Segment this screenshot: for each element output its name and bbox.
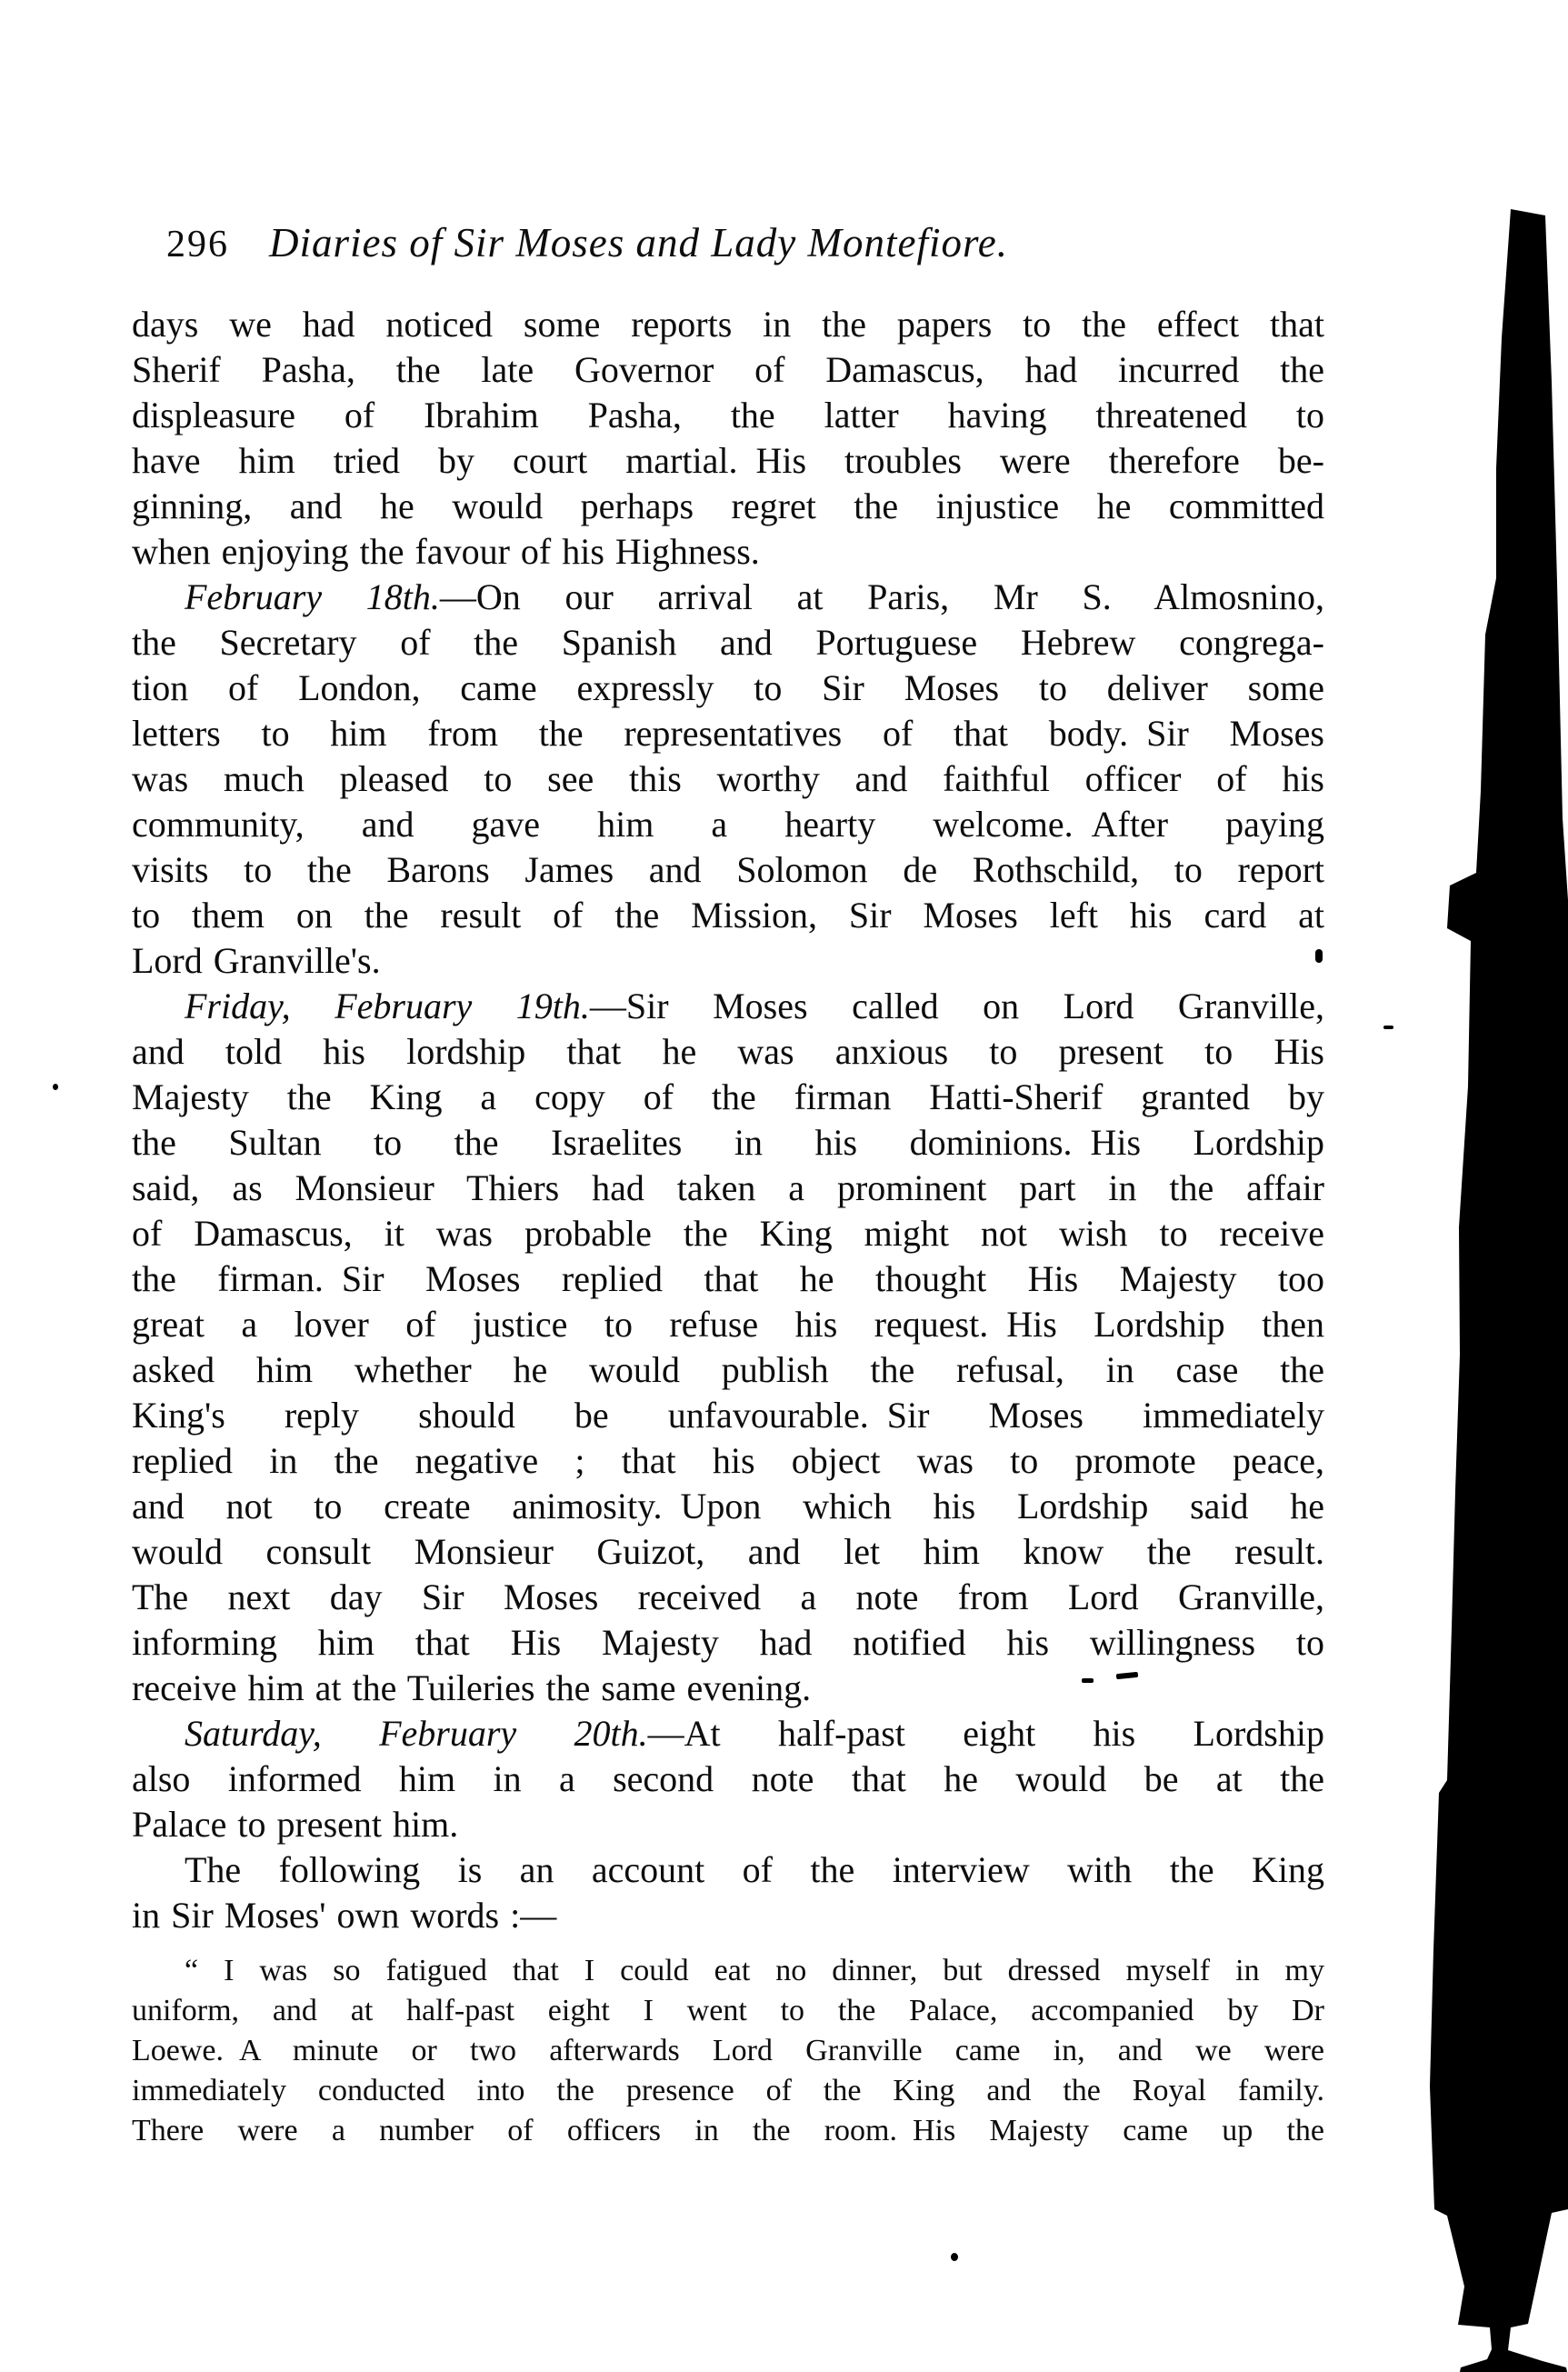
text-line: was much pleased to see this worthy and faithful officer of his <box>132 758 1324 799</box>
text-line: in Sir Moses' own words :— <box>132 1895 557 1936</box>
text-line: to them on the result of the Mission, Sir Moses left his card at <box>132 895 1324 936</box>
text-line: would consult Monsieur Guizot, and let him know the result. <box>132 1531 1324 1572</box>
text-line: February 18th.—On our arrival at Paris, Mr S. Almosnino, <box>185 576 1325 617</box>
text-line: King's reply should be unfavourable. Sir Moses immediately <box>132 1395 1324 1436</box>
text-line: receive him at the Tuileries the same evening. <box>132 1667 812 1708</box>
text-line: Lord Granville's. <box>132 940 381 981</box>
text-line: and not to create animosity. Upon which his Lordship said he <box>132 1486 1324 1526</box>
text-line: letters to him from the representatives of that body. Sir Moses <box>132 713 1324 754</box>
page-header <box>166 219 1330 268</box>
text-line: of Damascus, it was probable the King might not wish to receive <box>132 1213 1324 1254</box>
text-line: said, as Monsieur Thiers had taken a prominent part in the affair <box>132 1167 1324 1208</box>
text-line: and told his lordship that he was anxious to present to His <box>132 1031 1324 1072</box>
scan-speck <box>1082 1678 1094 1683</box>
paragraph <box>132 1951 1324 2151</box>
text-line: days we had noticed some reports in the papers to the effect that <box>132 304 1324 345</box>
text-line: Majesty the King a copy of the firman Hatti-Sherif granted by <box>132 1076 1324 1117</box>
scan-speck <box>1315 949 1323 963</box>
text-line: Sherif Pasha, the late Governor of Damascus, had incurred the <box>132 349 1324 390</box>
text-line: tion of London, came expressly to Sir Moses to deliver some <box>132 667 1324 708</box>
paragraph <box>132 984 1324 1711</box>
running-header-title: Diaries of Sir Moses and Lady Montefiore. <box>269 220 1009 265</box>
text-line: There were a number of officers in the room. His Majesty came up the <box>132 2114 1324 2147</box>
text-line: Saturday, February 20th.—At half-past eight his Lordship <box>185 1713 1324 1754</box>
text-line: the firman. Sir Moses replied that he thought His Majesty too <box>132 1258 1324 1299</box>
text-line: informing him that His Majesty had notified his willingness to <box>132 1622 1324 1663</box>
paragraph <box>132 1847 1324 1938</box>
text-line: community, and gave him a hearty welcome. After paying <box>132 804 1324 845</box>
text-line: Loewe. A minute or two afterwards Lord Granville came in, and we were <box>132 2034 1324 2067</box>
text-line: Palace to present him. <box>132 1804 459 1845</box>
scan-speck <box>951 2253 958 2261</box>
text-line: visits to the Barons James and Solomon de Rothschild, to report <box>132 849 1324 890</box>
text-line: Friday, February 19th.—Sir Moses called on Lord Granville, <box>185 986 1324 1026</box>
text-line: also informed him in a second note that he would be at the <box>132 1758 1324 1799</box>
text-line: asked him whether he would publish the refusal, in case the <box>132 1349 1324 1390</box>
text-line: have him tried by court martial. His troubles were therefore be- <box>132 440 1324 481</box>
paragraph <box>132 575 1324 984</box>
text-column <box>132 302 1324 2151</box>
text-line: The following is an account of the interview with the King <box>185 1849 1324 1890</box>
text-line: The next day Sir Moses received a note from Lord Granville, <box>132 1576 1324 1617</box>
scan-speck <box>1383 1026 1393 1029</box>
text-line: when enjoying the favour of his Highness. <box>132 531 760 572</box>
text-line: “ I was so fatigued that I could eat no dinner, but dressed myself in my <box>185 1954 1324 1987</box>
text-line: immediately conducted into the presence of the King and the Royal family. <box>132 2074 1324 2107</box>
text-line: ginning, and he would perhaps regret the injustice he committed <box>132 485 1324 526</box>
paragraph <box>132 302 1324 575</box>
text-line: great a lover of justice to refuse his request. His Lordship then <box>132 1304 1324 1345</box>
text-line: the Secretary of the Spanish and Portuguese Hebrew congrega- <box>132 622 1324 663</box>
text-line: replied in the negative ; that his object was to promote peace, <box>132 1440 1324 1481</box>
text-line: the Sultan to the Israelites in his dominions. His Lordship <box>132 1122 1324 1163</box>
text-line: uniform, and at half-past eight I went to the Palace, accompanied by Dr <box>132 1994 1324 2027</box>
page-number: 296 <box>166 224 229 265</box>
text-line: displeasure of Ibrahim Pasha, the latter having threatened to <box>132 395 1324 435</box>
scan-speck <box>53 1084 58 1090</box>
paragraph <box>132 1711 1324 1847</box>
